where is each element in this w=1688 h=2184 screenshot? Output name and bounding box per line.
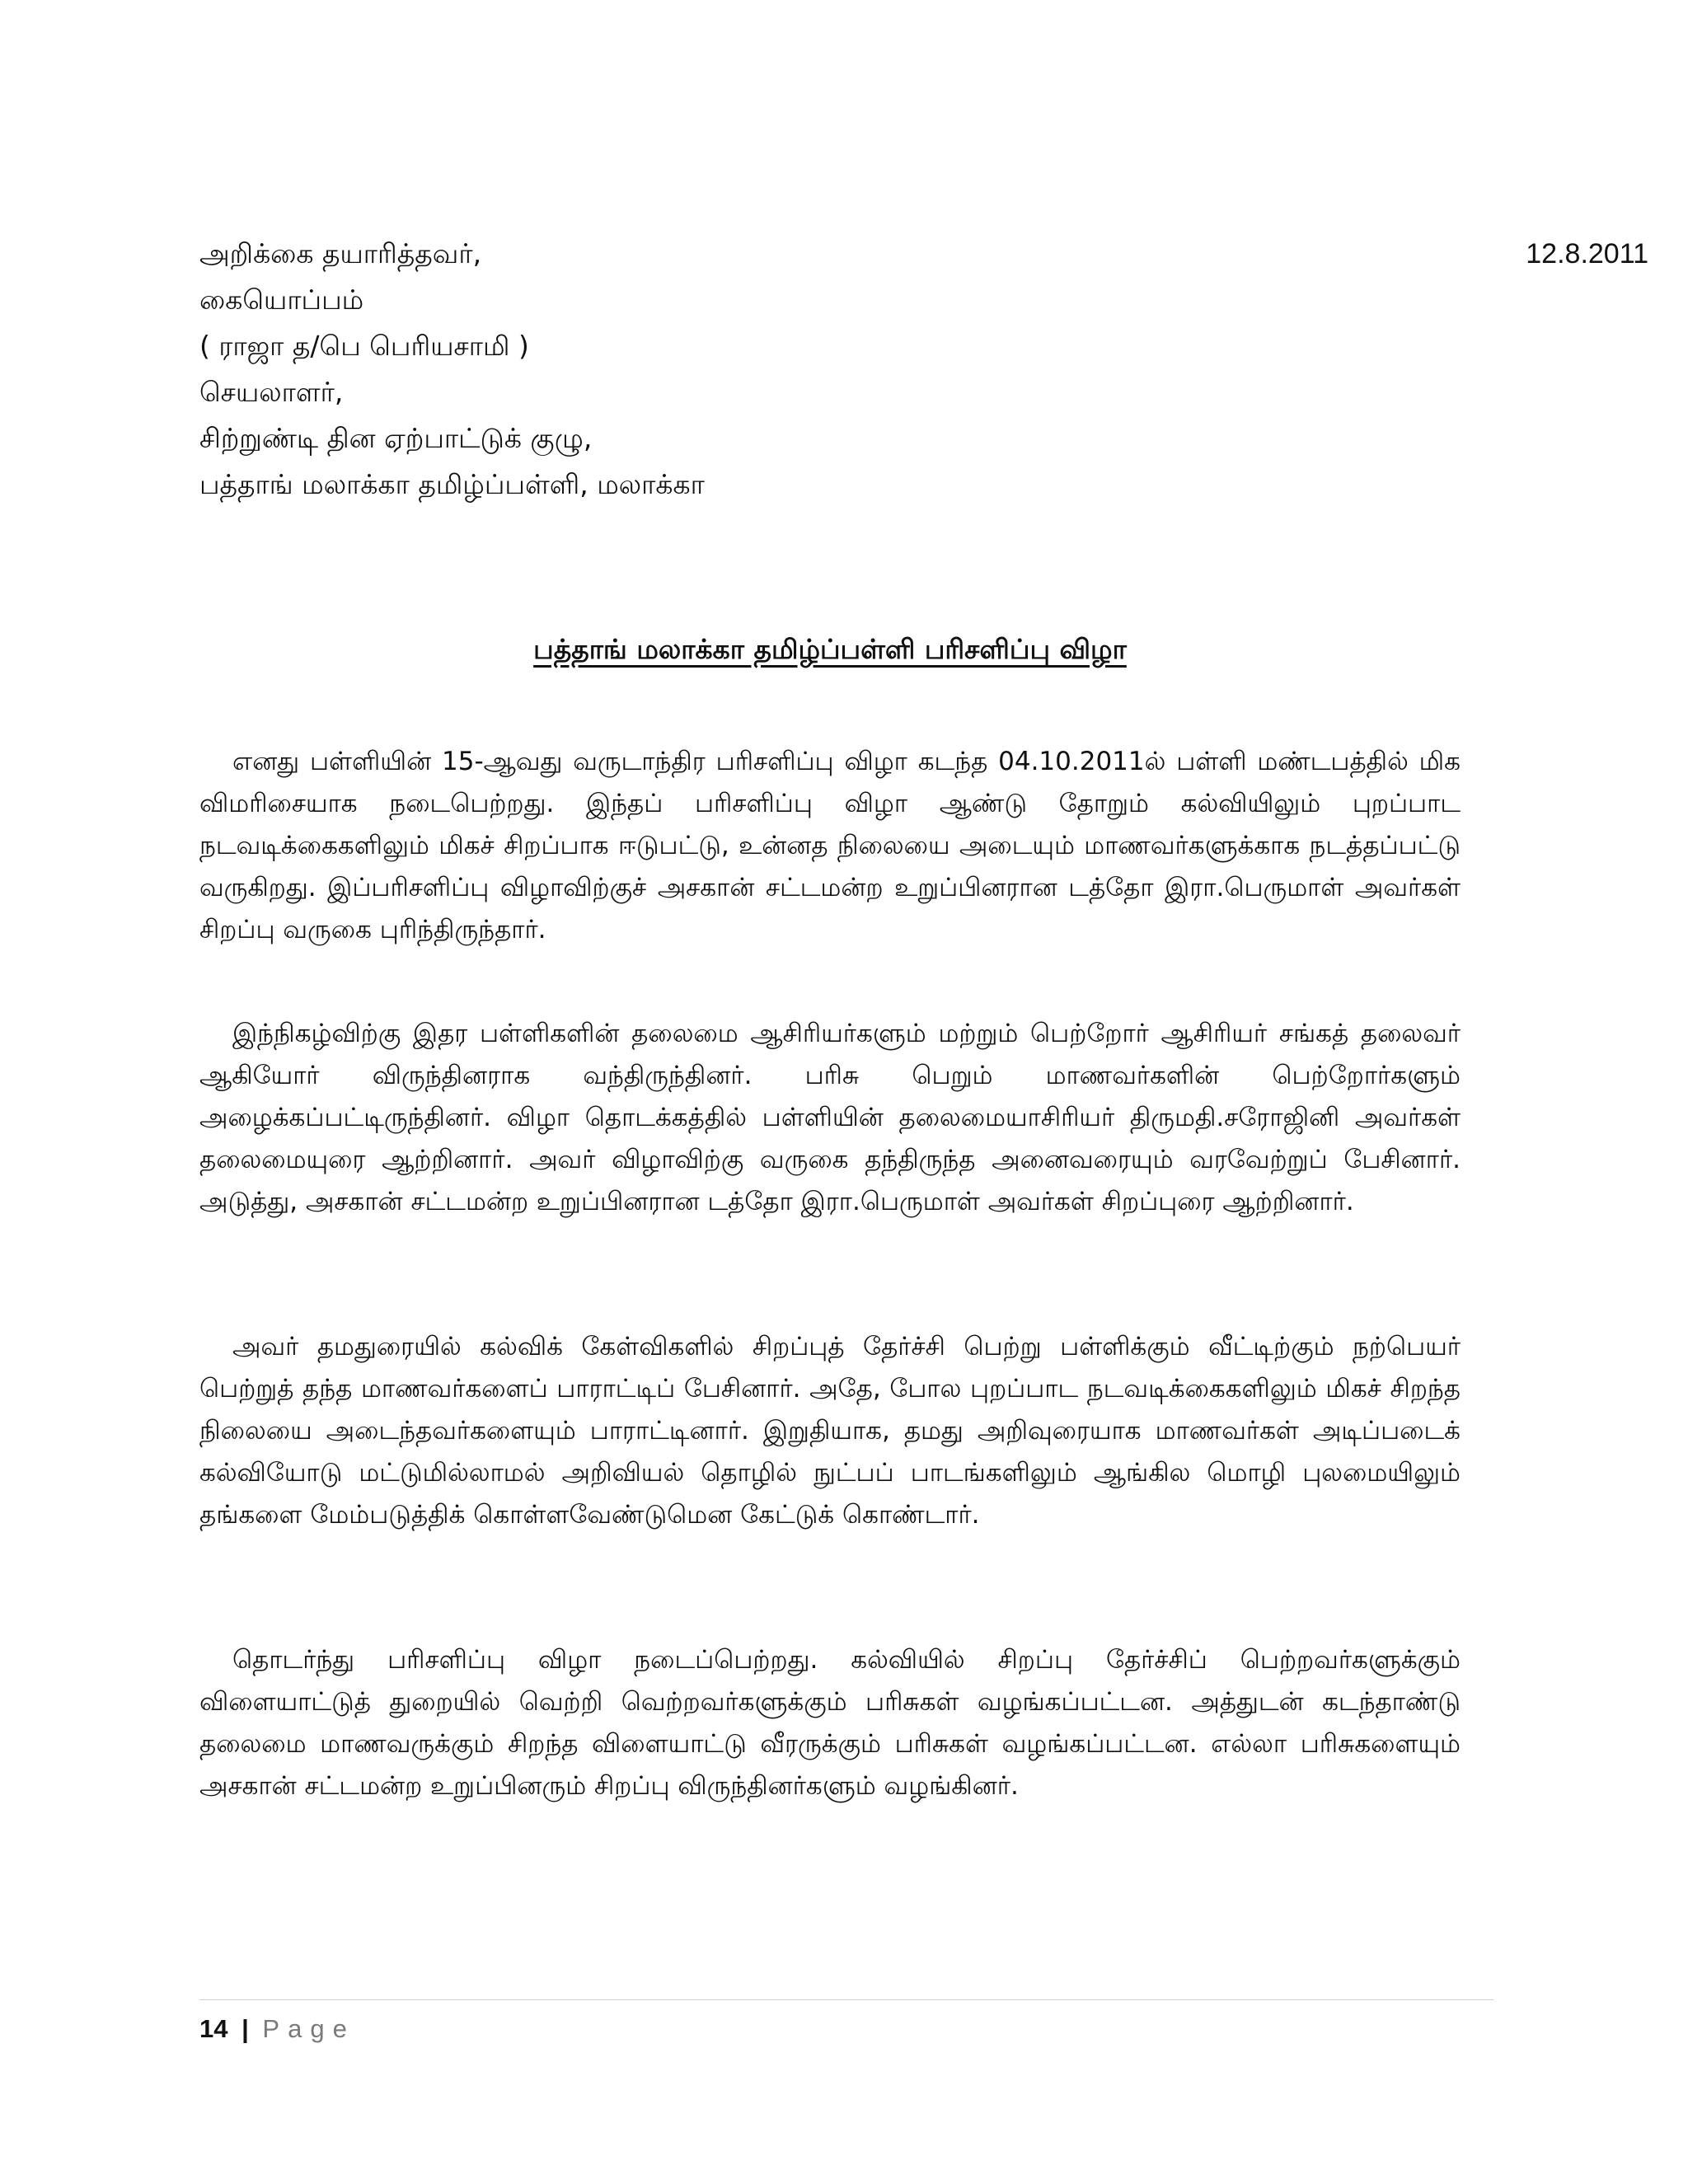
author-name: ( ராஜா த/பெ பெரியசாமி ) (199, 330, 529, 362)
page-footer (199, 2004, 355, 2054)
school-name: பத்தாங் மலாக்கா தமிழ்ப்பள்ளி, மலாக்கா (199, 468, 705, 500)
page-number: 14 (199, 2014, 228, 2043)
report-title: பத்தாங் மலாக்கா தமிழ்ப்பள்ளி பரிசளிப்பு விழா (533, 633, 1127, 665)
footer-divider (199, 1999, 1493, 2000)
report-paragraph: எனது பள்ளியின் 15-ஆவது வருடாந்திர பரிசளிப்பு விழா கடந்த 04.10.2011ல் பள்ளி மண்டபத்தில் மிக விமரிசையாக நடைபெற்றது. இந்தப் பரிசளிப்பு விழா ஆண்டு தோறும் கல்வியிலும் புறப்பாட நடவடிக்கைகளிலும் மிகச் சிறப்பாக ஈடுபட்டு, உன்னத நிலையை அடையும் மாணவர்களுக்காக நடத்தப்பட்டு வருகிறது. இப்பரிசளிப்பு விழாவிற்குச் அசகான் சட்டமன்ற உறுப்பினரான டத்தோ இரா.பெருமாள் அவர்கள் சிறப்பு வருகை புரிந்திருந்தார். (199, 747, 1461, 944)
report-signature-block (199, 231, 1648, 508)
prepared-by-label: அறிக்கை தயாரித்தவர், (199, 237, 482, 269)
footer-separator: | (241, 2014, 249, 2043)
report-paragraph: இந்நிகழ்விற்கு இதர பள்ளிகளின் தலைமை ஆசிரியர்களும் மற்றும் பெற்றோர் ஆசிரியர் சங்கத் தலைவர் ஆகியோர் விருந்தினராக வந்திருந்தினர். பரிசு பெறும் மாணவர்களின் பெற்றோர்களும் அழைக்கப்பட்டிருந்தினர். விழா தொடக்கத்தில் பள்ளியின் தலைமையாசிரியர் திருமதி.சரோஜினி அவர்கள் தலைமையுரை ஆற்றினார். அவர் விழாவிற்கு வருகை தந்திருந்த அனைவரையும் வரவேற்றுப் பேசினார். அடுத்து, அசகான் சட்டமன்ற உறுப்பினரான டத்தோ இரா.பெருமாள் அவர்கள் சிறப்புரை ஆற்றினார். (199, 1019, 1461, 1216)
report-paragraph: அவர் தமதுரையில் கல்விக் கேள்விகளில் சிறப்புத் தேர்ச்சி பெற்று பள்ளிக்கும் வீட்டிற்கும் நற்பெயர் பெற்றுத் தந்த மாணவர்களைப் பாராட்டிப் பேசினார். அதே, போல புறப்பாட நடவடிக்கைகளிலும் மிகச் சிறந்த நிலையை அடைந்தவர்களையும் பாராட்டினார். இறுதியாக, தமது அறிவுரையாக மாணவர்கள் அடிப்படைக் கல்வியோடு மட்டுமில்லாமல் அறிவியல் தொழில் நுட்பப் பாடங்களிலும் ஆங்கில மொழி புலமையிலும் தங்களை மேம்படுத்திக் கொள்ளவேண்டுமென கேட்டுக் கொண்டார். (199, 1332, 1461, 1530)
page-label: Page (262, 2014, 355, 2043)
committee-name: சிற்றுண்டி தின ஏற்பாட்டுக் குழு, (199, 422, 593, 454)
report-paragraph: தொடர்ந்து பரிசளிப்பு விழா நடைப்பெற்றது. கல்வியில் சிறப்பு தேர்ச்சிப் பெற்றவர்களுக்கும் விளையாட்டுத் துறையில் வெற்றி வெற்றவர்களுக்கும் பரிசுகள் வழங்கப்பட்டன. அத்துடன் கடந்தாண்டு தலைமை மாணவருக்கும் சிறந்த விளையாட்டு வீரருக்கும் பரிசுகள் வழங்கப்பட்டன. எல்லா பரிசுகளையும் அசகான் சட்டமன்ற உறுப்பினரும் சிறப்பு விருந்தினர்களும் வழங்கினர். (199, 1645, 1461, 1801)
report-date: 12.8.2011 (1526, 238, 1648, 269)
signature-label: கையொப்பம் (199, 284, 364, 316)
author-role: செயலாளர், (199, 376, 344, 408)
